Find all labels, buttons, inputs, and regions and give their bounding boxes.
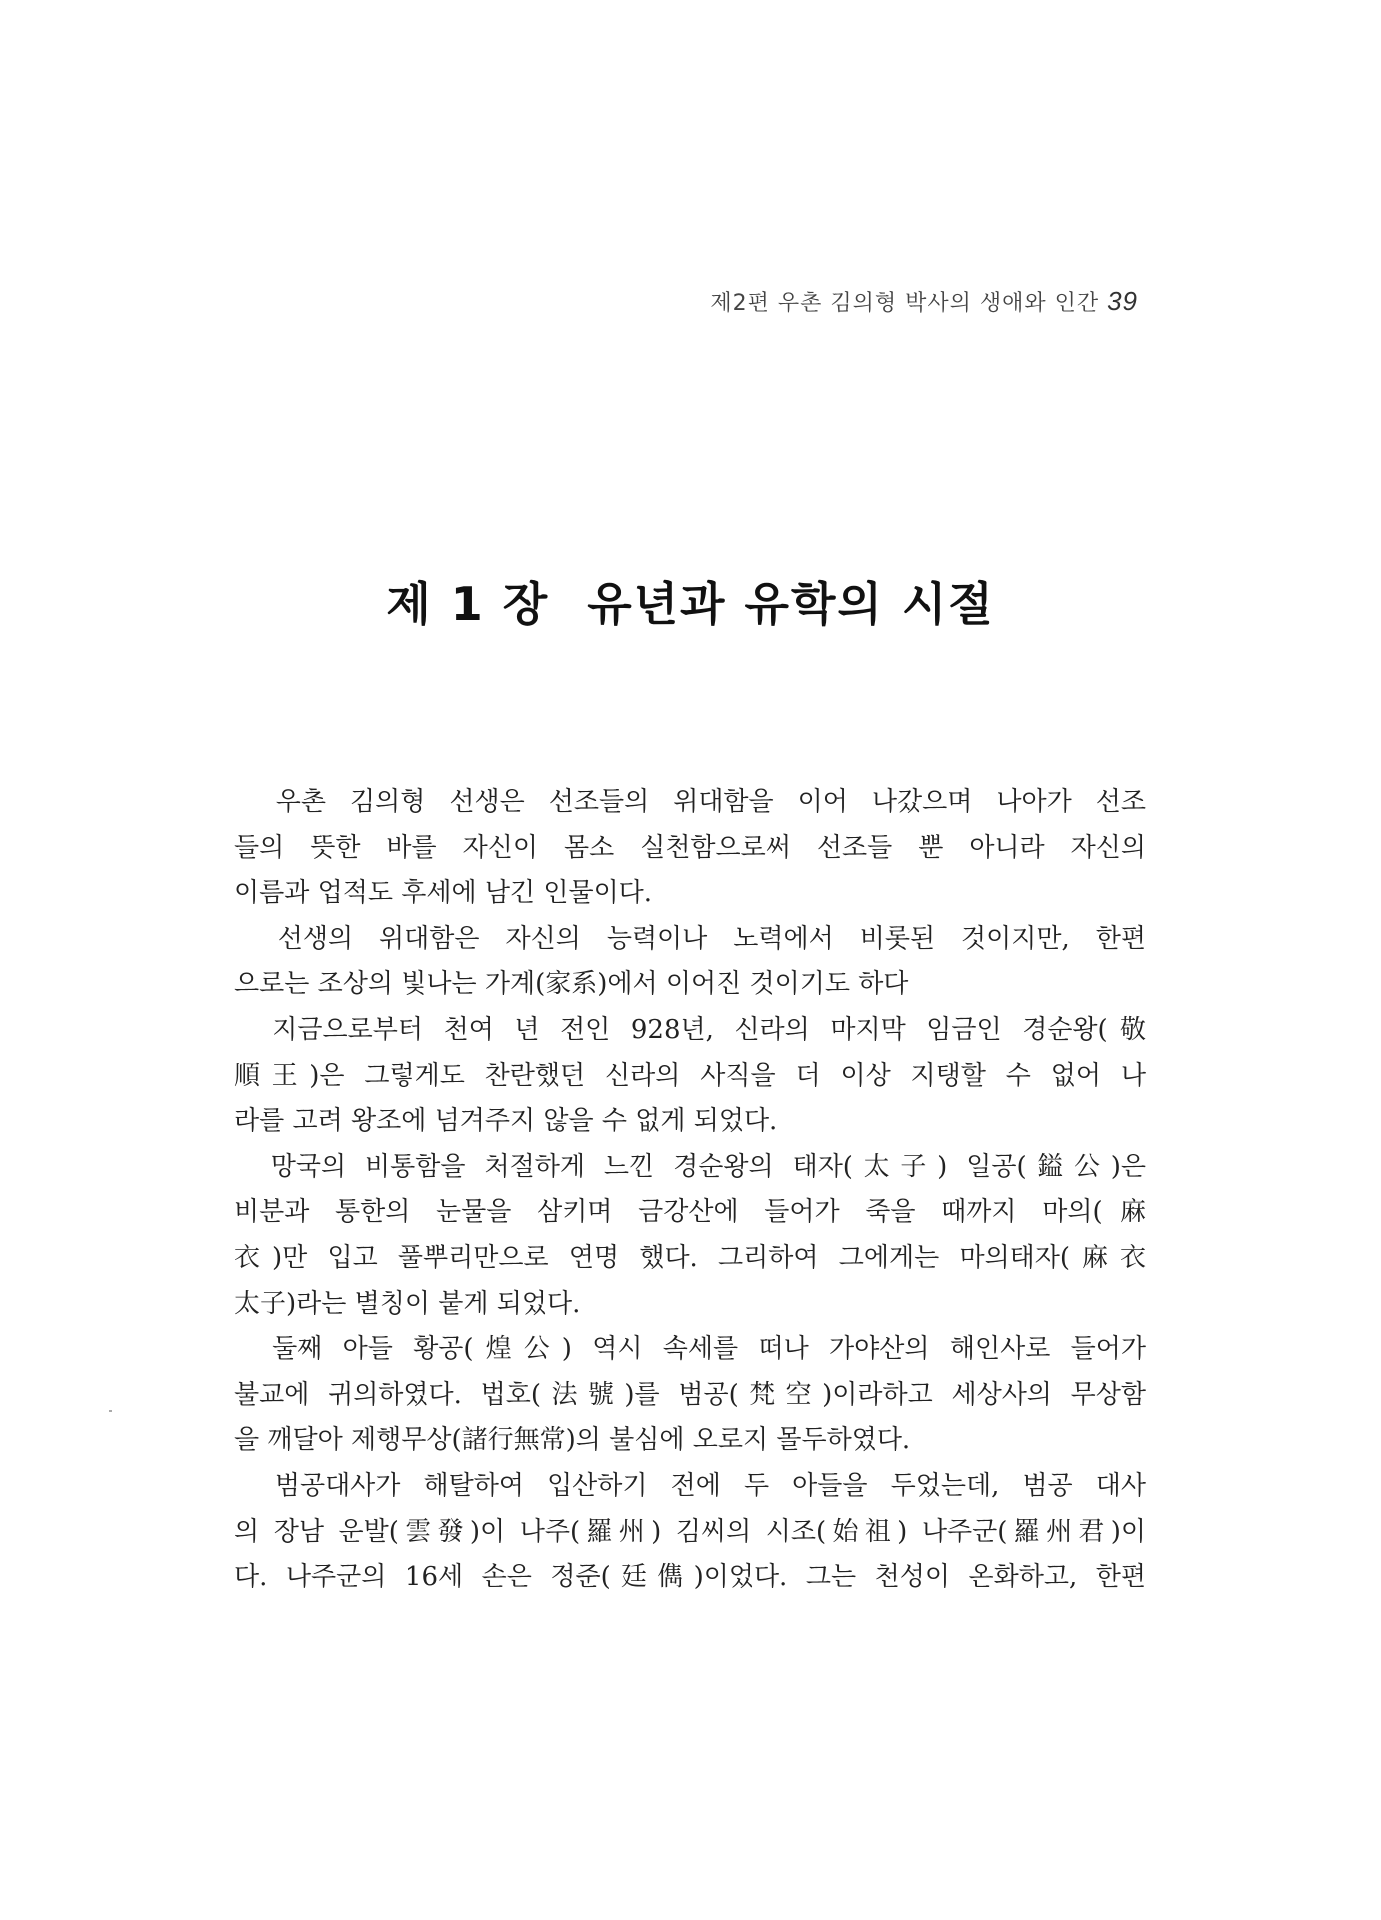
text-line: 太子)라는 별칭이 붙게 되었다. <box>234 1288 581 1319</box>
paragraph-4 <box>234 1145 1146 1327</box>
text-line: 비분과 통한의 눈물을 삼키며 금강산에 들어가 죽을 때까지 마의(麻 <box>234 1197 1146 1228</box>
chapter-heading <box>0 568 1381 634</box>
paragraph-3 <box>234 1008 1146 1145</box>
text-line: 지금으로부터 천여 년 전인 928년, 신라의 마지막 임금인 경순왕(敬 <box>234 1014 1146 1045</box>
text-line: 선생의 위대함은 자신의 능력이나 노력에서 비롯된 것이지만, 한편 <box>234 923 1146 954</box>
text-line: 망국의 비통함을 처절하게 느낀 경순왕의 태자(太子) 일공(鎰公)은 <box>234 1151 1146 1182</box>
paragraph-1 <box>234 780 1146 917</box>
text-line: 이름과 업적도 후세에 남긴 인물이다. <box>234 878 653 909</box>
text-line: 衣)만 입고 풀뿌리만으로 연명 했다. 그리하여 그에게는 마의태자(麻衣 <box>234 1242 1146 1273</box>
text-line: 의 장남 운발(雲發)이 나주(羅州) 김씨의 시조(始祖) 나주군(羅州君)이 <box>234 1516 1146 1547</box>
text-line: 들의 뜻한 바를 자신이 몸소 실천함으로써 선조들 뿐 아니라 자신의 <box>234 832 1146 863</box>
text-line: 順王)은 그렇게도 찬란했던 신라의 사직을 더 이상 지탱할 수 없어 나 <box>234 1060 1146 1091</box>
text-line: 불교에 귀의하였다. 법호(法號)를 범공(梵空)이라하고 세상사의 무상함 <box>234 1379 1146 1410</box>
chapter-number: 제 1 장 <box>386 577 550 631</box>
running-header <box>710 286 1138 317</box>
text-line: 으로는 조상의 빛나는 가계(家系)에서 이어진 것이기도 하다 <box>234 969 909 1000</box>
text-line: 범공대사가 해탈하여 입산하기 전에 두 아들을 두었는데, 범공 대사 <box>234 1470 1146 1501</box>
body-text <box>234 780 1146 1601</box>
paragraph-6 <box>234 1464 1146 1601</box>
paragraph-2 <box>234 917 1146 1008</box>
text-line: 을 깨달아 제행무상(諸行無常)의 불심에 오로지 몰두하였다. <box>234 1425 911 1456</box>
paragraph-5 <box>234 1327 1146 1464</box>
text-line: 다. 나주군의 16세 손은 정준(廷儁)이었다. 그는 천성이 온화하고, 한편 <box>234 1562 1146 1593</box>
text-line: 둘째 아들 황공(煌公) 역시 속세를 떠나 가야산의 해인사로 들어가 <box>234 1334 1146 1365</box>
chapter-title: 유년과 유학의 시절 <box>587 577 995 631</box>
text-line: 우촌 김의형 선생은 선조들의 위대함을 이어 나갔으며 나아가 선조 <box>234 787 1146 817</box>
text-line: 라를 고려 왕조에 넘겨주지 않을 수 없게 되었다. <box>234 1106 778 1137</box>
scan-speck <box>109 1410 112 1412</box>
running-title: 제2편 우촌 김의형 박사의 생애와 인간 <box>710 291 1100 316</box>
page-number: 39 <box>1107 286 1138 316</box>
